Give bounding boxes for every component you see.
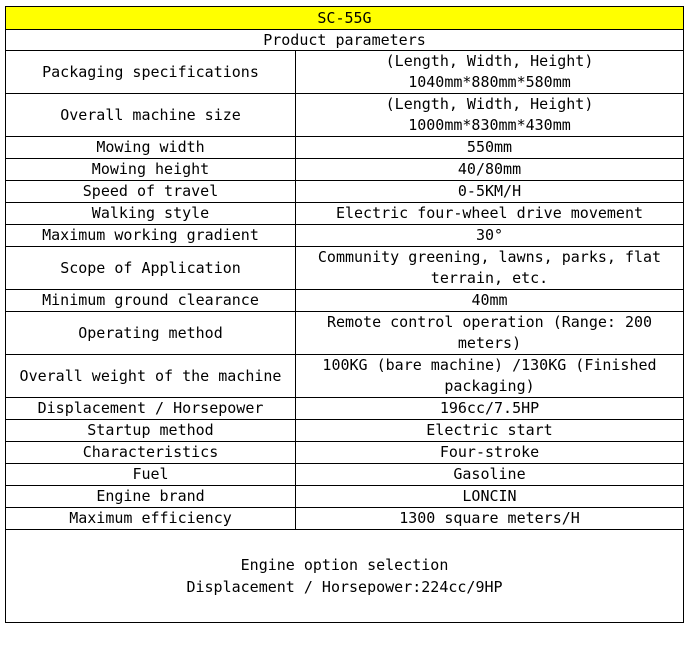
row-value: Electric four-wheel drive movement [296, 203, 684, 225]
title-row [6, 7, 684, 30]
row-value: Gasoline [296, 464, 684, 486]
row-value: 40/80mm [296, 159, 684, 181]
table-row [6, 203, 684, 225]
row-label: Engine brand [6, 486, 296, 508]
table-row [6, 247, 684, 290]
row-label: Characteristics [6, 442, 296, 464]
table-row [6, 290, 684, 312]
row-value [296, 247, 684, 290]
engine-options-row [6, 530, 684, 623]
section-header-row [6, 30, 684, 51]
row-label: Fuel [6, 464, 296, 486]
row-value-line: 1000mm*830mm*430mm [408, 116, 571, 134]
row-label: Operating method [6, 312, 296, 355]
row-label: Overall machine size [6, 94, 296, 137]
row-value [296, 94, 684, 137]
row-value-line: 1040mm*880mm*580mm [408, 73, 571, 91]
row-value: LONCIN [296, 486, 684, 508]
table-row [6, 159, 684, 181]
row-value-line: meters) [457, 334, 522, 352]
row-label: Maximum efficiency [6, 508, 296, 530]
row-value-line: Community greening, lawns, parks, flat [317, 248, 662, 266]
row-value-line: 100KG (bare machine) /130KG (Finished [322, 356, 657, 374]
row-value: 40mm [296, 290, 684, 312]
row-label: Scope of Application [6, 247, 296, 290]
row-value: Electric start [296, 420, 684, 442]
row-value: 196cc/7.5HP [296, 398, 684, 420]
table-row [6, 225, 684, 247]
row-value: Four-stroke [296, 442, 684, 464]
row-value: 550mm [296, 137, 684, 159]
row-value: 1300 square meters/H [296, 508, 684, 530]
row-value-line: packaging) [444, 377, 535, 395]
row-value-line: terrain, etc. [430, 269, 549, 287]
section-header: Product parameters [6, 30, 684, 51]
row-value [296, 355, 684, 398]
row-value-line: (Length, Width, Height) [385, 52, 594, 70]
row-value-line: Remote control operation (Range: 200 [326, 313, 653, 331]
row-value-line: (Length, Width, Height) [385, 95, 594, 113]
row-label: Mowing width [6, 137, 296, 159]
table-row [6, 420, 684, 442]
engine-options-detail: Displacement / Horsepower:224cc/9HP [186, 578, 503, 596]
row-label: Minimum ground clearance [6, 290, 296, 312]
row-label: Mowing height [6, 159, 296, 181]
row-label: Startup method [6, 420, 296, 442]
table-row [6, 486, 684, 508]
table-row [6, 181, 684, 203]
row-label: Speed of travel [6, 181, 296, 203]
row-value: 30° [296, 225, 684, 247]
table-row [6, 94, 684, 137]
table-row [6, 398, 684, 420]
row-label: Maximum working gradient [6, 225, 296, 247]
table-row [6, 464, 684, 486]
row-label: Walking style [6, 203, 296, 225]
engine-options-heading: Engine option selection [240, 556, 449, 574]
row-value [296, 51, 684, 94]
row-label: Packaging specifications [6, 51, 296, 94]
table-row [6, 442, 684, 464]
row-label: Displacement / Horsepower [6, 398, 296, 420]
table-row [6, 312, 684, 355]
table-row [6, 508, 684, 530]
row-label: Overall weight of the machine [6, 355, 296, 398]
table-row [6, 51, 684, 94]
engine-options-cell [6, 530, 684, 623]
row-value: 0-5KM/H [296, 181, 684, 203]
row-value [296, 312, 684, 355]
table-row [6, 355, 684, 398]
table-row [6, 137, 684, 159]
product-spec-table [5, 6, 684, 623]
model-title: SC-55G [6, 7, 684, 30]
